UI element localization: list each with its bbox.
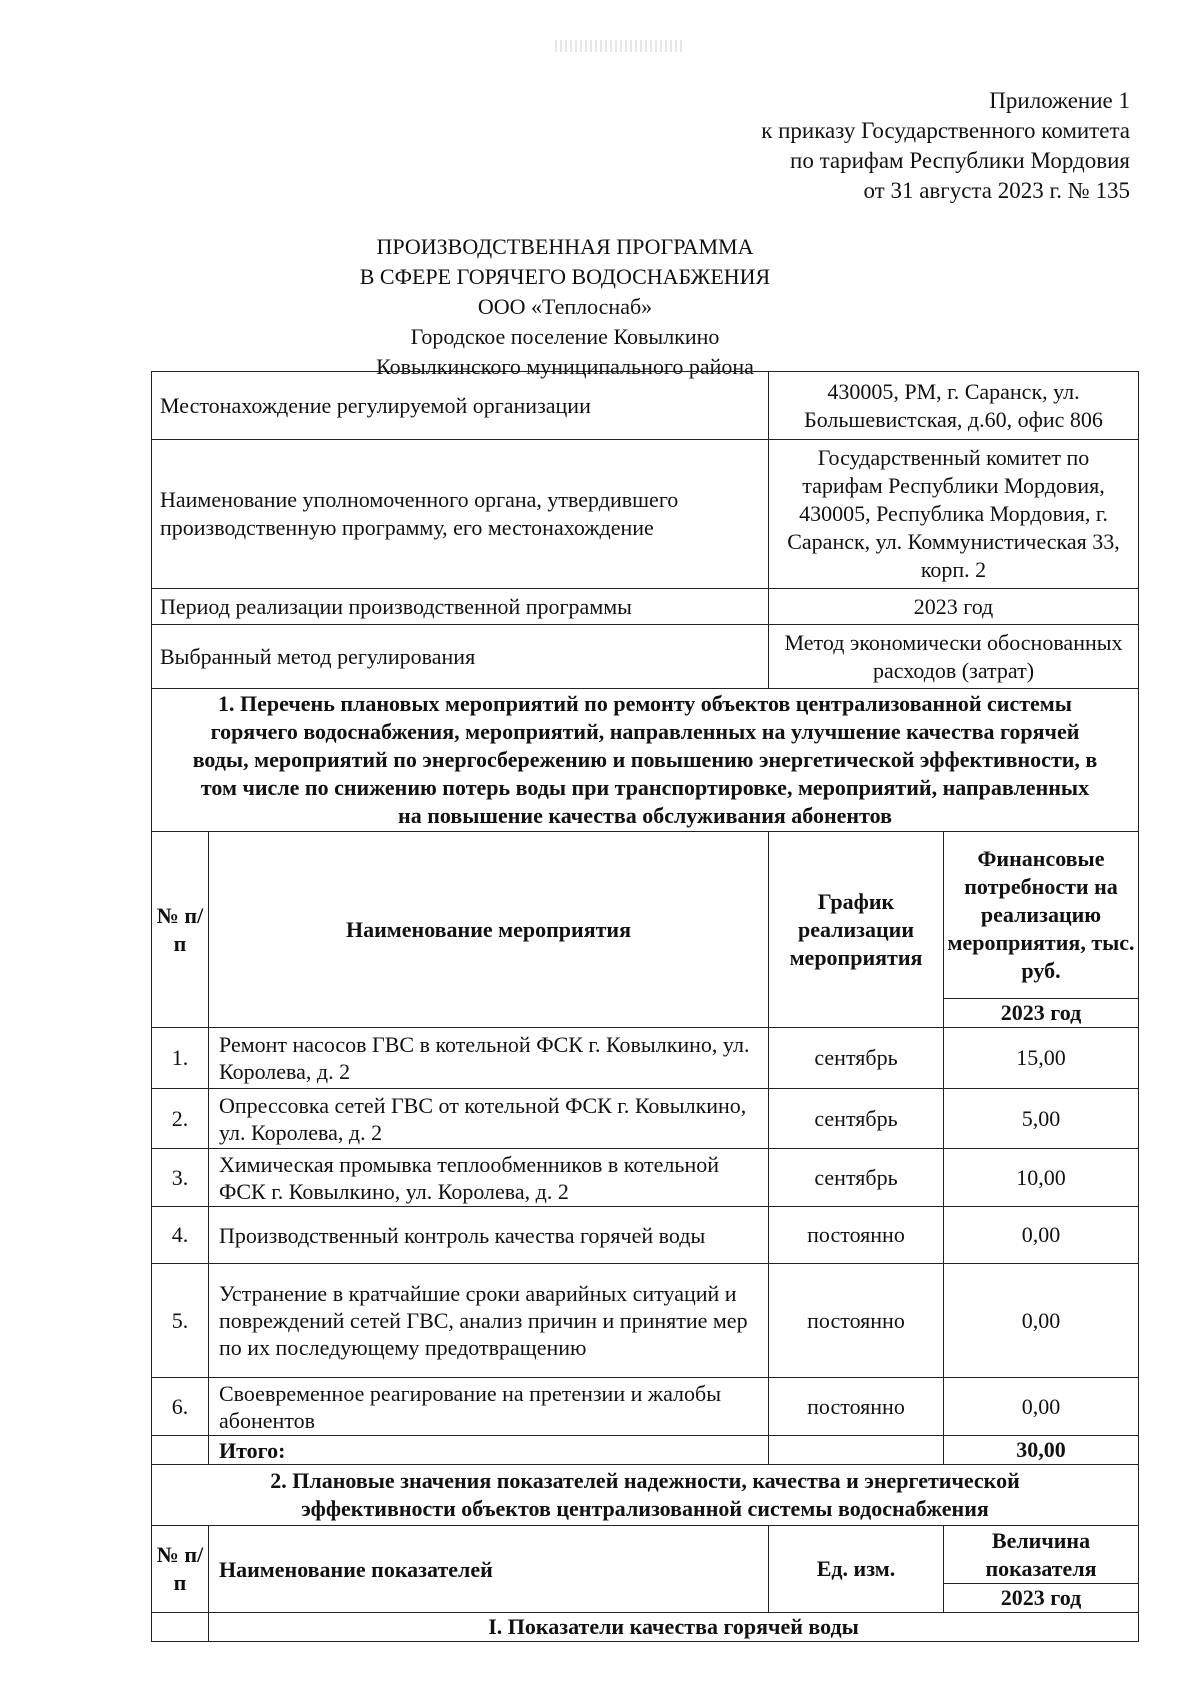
row-name: Своевременное реагирование на претензии и жалобы абонентов [209,1378,769,1436]
row-schedule: сентябрь [769,1149,944,1207]
row-name: Опрессовка сетей ГВС от котельной ФСК г. Ковылкино, ул. Королева, д. 2 [209,1089,769,1149]
row-num: 3. [152,1149,209,1207]
total-schedule-cell [769,1436,944,1465]
total-amount: 30,00 [944,1436,1139,1465]
location-value: 430005, РМ, г. Саранск, ул. Большевистская, д.60, офис 806 [769,372,1139,440]
row-amount: 15,00 [944,1028,1139,1089]
section1-header-row [152,832,1139,999]
appendix-line-3: по тарифам Республики Мордовия [790,148,1130,173]
section1-title: 1. Перечень плановых мероприятий по ремонту объектов централизованной системы горячего водоснабжения, мероприятий, направленных на улучшение качества горячей воды, мероприятий по энергосбережению и повышению энергетической эффективности, в том числе по снижению потерь воды при транспортировке, мероприятий, направленных на повышение качества обслуживания абонентов [152,689,1139,832]
method-value: Метод экономически обоснованных расходов (затрат) [769,625,1139,689]
table-row [152,1149,1139,1207]
appendix-line-2: к приказу Государственного комитета [761,118,1130,143]
period-label: Период реализации производственной программы [152,589,769,625]
total-row [152,1436,1139,1465]
row-num: 2. [152,1089,209,1149]
s2-col-name-header: Наименование показателей [209,1526,769,1613]
section2-subsection-row [152,1613,1139,1642]
measures-table [151,688,1139,1642]
appendix-header [530,86,1130,206]
table-row [152,1207,1139,1264]
col-finance-header: Финансовые потребности на реализацию мероприятия, тыс. руб. [944,832,1139,999]
s2-col-num-header: № п/п [152,1526,209,1613]
scan-artifact [555,40,685,52]
row-name: Ремонт насосов ГВС в котельной ФСК г. Ковылкино, ул. Королева, д. 2 [209,1028,769,1089]
s2-col-unit-header: Ед. изм. [769,1526,944,1613]
section2-title: 2. Плановые значения показателей надежности, качества и энергетической эффективности объектов централизованной системы водоснабжения [152,1465,1139,1526]
row-num: 5. [152,1264,209,1378]
row-schedule: постоянно [769,1207,944,1264]
row-name: Химическая промывка теплообменников в котельной ФСК г. Ковылкино, ул. Королева, д. 2 [209,1149,769,1207]
method-label: Выбранный метод регулирования [152,625,769,689]
location-label: Местонахождение регулируемой организации [152,372,769,440]
row-amount: 0,00 [944,1207,1139,1264]
total-label: Итого: [209,1436,769,1465]
subsection-num-cell [152,1613,209,1642]
title-line-4: Городское поселение Ковылкино [410,324,720,349]
document-title [150,232,980,382]
row-amount: 10,00 [944,1149,1139,1207]
row-amount: 0,00 [944,1378,1139,1436]
title-line-3: ООО «Теплоснаб» [477,294,653,319]
s2-col-value-header: Величина показателя [944,1526,1139,1584]
organization-info-table [151,371,1139,689]
row-schedule: сентябрь [769,1089,944,1149]
col-num-header: № п/п [152,832,209,1028]
info-row-location [152,372,1139,440]
table-row [152,1378,1139,1436]
table-row [152,1089,1139,1149]
col-year-header: 2023 год [944,999,1139,1028]
authority-value: Государственный комитет по тарифам Республики Мордовия, 430005, Республика Мордовия, г. Саранск, ул. Коммунистическая 33, корп. 2 [769,440,1139,589]
row-name: Производственный контроль качества горячей воды [209,1207,769,1264]
col-name-header: Наименование мероприятия [209,832,769,1028]
appendix-line-1: Приложение 1 [989,88,1130,113]
table-row [152,1264,1139,1378]
info-row-period [152,589,1139,625]
row-schedule: постоянно [769,1378,944,1436]
title-line-2: В СФЕРЕ ГОРЯЧЕГО ВОДОСНАБЖЕНИЯ [359,264,771,289]
row-name: Устранение в кратчайшие сроки аварийных ситуаций и повреждений сетей ГВС, анализ причин и принятие мер по их последующему предотвращению [209,1264,769,1378]
row-num: 1. [152,1028,209,1089]
s2-col-year-header: 2023 год [944,1584,1139,1613]
section2-title-row [152,1465,1139,1526]
total-num-cell [152,1436,209,1465]
info-row-method [152,625,1139,689]
table-row [152,1028,1139,1089]
row-schedule: сентябрь [769,1028,944,1089]
section2-header-row [152,1526,1139,1584]
subsection-title: I. Показатели качества горячей воды [209,1613,1139,1642]
period-value: 2023 год [769,589,1139,625]
row-amount: 5,00 [944,1089,1139,1149]
title-line-5: Ковылкинского муниципального района [376,354,754,379]
title-line-1: ПРОИЗВОДСТВЕННАЯ ПРОГРАММА [376,234,754,259]
authority-label: Наименование уполномоченного органа, утвердившего производственную программу, его местонахождение [152,440,769,589]
col-schedule-header: График реализации мероприятия [769,832,944,1028]
section1-title-row [152,689,1139,832]
row-num: 6. [152,1378,209,1436]
row-schedule: постоянно [769,1264,944,1378]
row-amount: 0,00 [944,1264,1139,1378]
appendix-line-4: от 31 августа 2023 г. № 135 [863,178,1130,203]
info-row-authority [152,440,1139,589]
row-num: 4. [152,1207,209,1264]
